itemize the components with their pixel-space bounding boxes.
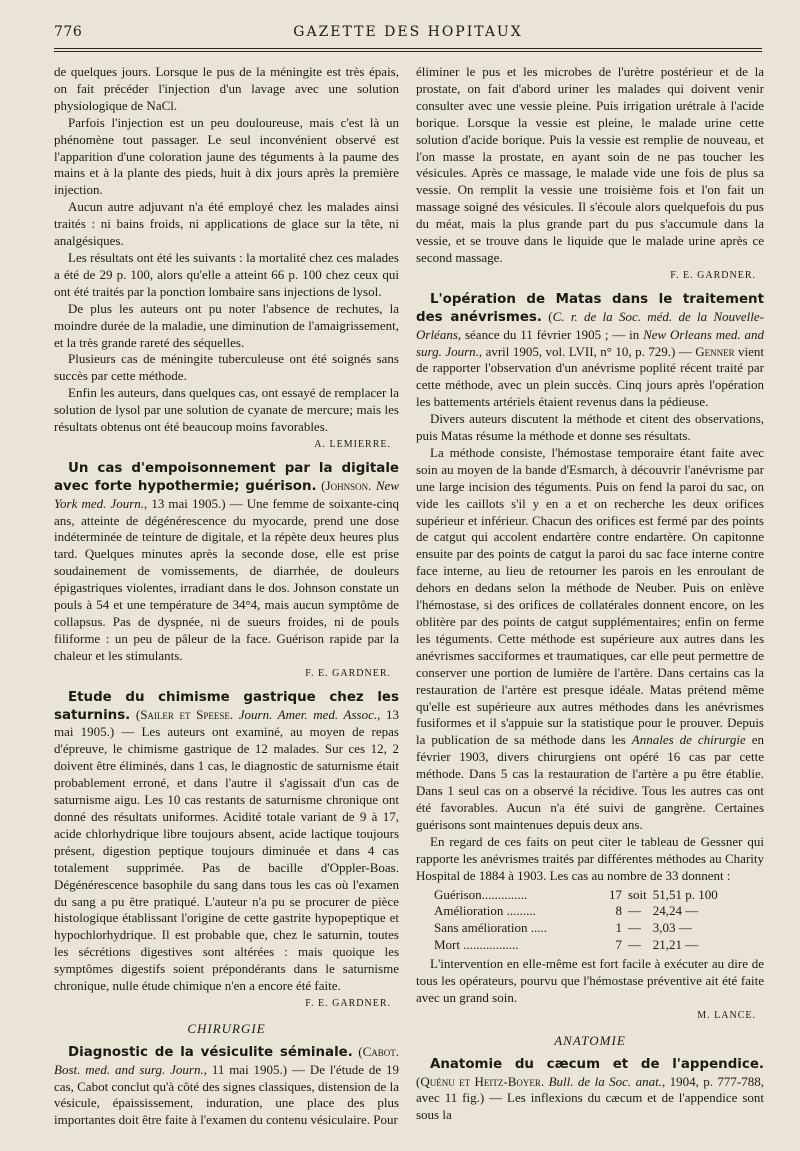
header-rule-top — [54, 48, 762, 49]
article-body: , 1904, p. 777-788, avec 11 fig.) — Les inflexions du cæcum et de l'appendice sont sous la — [416, 1073, 764, 1123]
article-body: , 11 mai 1905.) — De l'étude de 19 cas, Cabot conclut qu'à côté des signes classiques, distension de la vésicule, épaississement, induration, une place des plus importantes doit être faite à l'examen du contenu vésiculaire. Pour — [54, 1061, 399, 1128]
table-cell-sep: soit — [628, 886, 647, 902]
table-row — [434, 887, 724, 904]
reference-journal: Bull. de la Soc. anat. — [548, 1073, 662, 1089]
left-column — [54, 64, 399, 1129]
section-heading: ANATOMIE — [554, 1032, 626, 1048]
article-vesiculite: Diagnostic de la vésiculite séminale. (Cabot. Bost. med. and surg. Journ., 11 mai 1905.) — De l'étude de 19 cas, Cabot conclut qu'à côté des signes classiques, distension de la vésicule, épaississement, induration, une place des plus importantes doit être faite à l'examen du contenu vésiculaire. Pour — [54, 1043, 399, 1128]
section-heading: CHIRURGIE — [187, 1020, 266, 1036]
table-cell-label: Sans amélioration ..... — [434, 920, 548, 936]
paragraph-text: La méthode consiste, l'hémostase temporaire étant faite avec soin au moyen de la bande d'Esmarch, à découvrir l'anévrisme par une large incision des téguments. Puis on fend la paroi du sac, on vide les caillots s'il y en a et on recherche les deux orifices supérieur et inférieur. Chacun des orifices est fermé par des points de catgut qui accolent endartère contre endartère. On capitonne ensuite par des points de catgut la paroi du sac face interne contre face interne, au lieu de retourner les parois en les enroulant de dehors en dedans selon la méthode de Neuber. Puis on enlève l'hémostase, si des orifices de collatérales donnent encore, on les oblitère par des points de catgut supplémentaires; enfin on ferme les téguments. Cette méthode est supérieure aux autres dans les anévrismes sacciformes et traumatiques, car elle peut permettre de conserver une portion de lumière de l'artère. Dans certains cas la restauration de l'artère est presque idéale. Matas prétend même qu'elle est supérieure aux autres méthodes dans les anévrismes fusiformes et il s'appuie sur la statistique pour le prouver. Depuis la publication de sa méthode dans les — [416, 444, 764, 748]
paragraph: Les résultats ont été les suivants : la mortalité chez ces malades a été de 29 p. 100, alors qu'elle a atteint 66 p. 100 chez ceux qui ont été traités par la ponction lombaire sans injections de lysol. — [54, 249, 399, 299]
table-row — [434, 937, 724, 954]
author-signature: A. LEMIERRE. — [314, 438, 391, 450]
table-cell-pct: 3,03 — — [652, 920, 692, 936]
author-signature: M. LANCE. — [697, 1009, 756, 1021]
article-saturnins: Etude du chimisme gastrique chez les saturnins. (Sailer et Speese. Journ. Amer. med. Assoc., 13 mai 1905.) — Les auteurs ont examiné, au moyen de repas d'épreuve, le chimisme gastrique de 12 malades. Sur ces 12, 2 doivent être éliminés, dans 1 cas, le diagnostic de saturnisme était probablement erroné, et dans l'autre il s'agissait d'un cas de saturnisme aigu. Les 10 cas restants de saturnisme chronique ont donné des résultats uniformes. Acidité totale variant de 9 à 17, acide chlorhydrique libre toujours absent, acide lactique toujours présent, digestion peptique toujours diminuée et dans 4 cas totalement supprimée. Pas de bacille d'Oppler-Boas. Dégénérescence basophile du sang dans tous les cas où l'examen du sang a pu être pratiqué. L'auteur n'a pu se procurer de pièce histologique établissant l'origine de cette gastrite hypopeptique et hypochlorhydrique. Il est probable que, chez le saturnin, toutes les sécrétions digestives sont altérées : mais quoique les symptômes digestifs soient prépondérants dans le saturnisme chronique, nulle étude chimique n'en a encore été faite. — [54, 689, 399, 994]
paragraph: L'intervention en elle-même est fort facile à exécuter au dire de tous les opérateurs, pourvu que l'hémostase préventive ait été faite avec un grand soin. — [416, 956, 764, 1005]
table-cell-sep: — — [628, 937, 641, 953]
table-cell-sep: — — [628, 920, 641, 936]
header-rule-bottom — [54, 51, 762, 52]
reference-author: Sailer et Speese. — [140, 706, 234, 722]
article-title: Un cas d'empoisonnement par la digitale avec forte hypothermie; guérison. — [54, 460, 399, 494]
table-row — [434, 903, 724, 920]
paragraph: Plusieurs cas de méningite tuberculeuse ont été soignés sans succès par cette méthode. — [54, 351, 399, 384]
paragraph: Parfois l'injection est un peu douloureuse, mais c'est là un phénomène tout passager. Le seul inconvénient observé est l'apparition d'une coloration jaune des téguments à la paume des mains et à la plante des pieds, huit à dix jours après la première injection. — [54, 114, 399, 198]
reference-author: Cabot. — [362, 1043, 399, 1059]
table-cell-n: 7 — [615, 937, 622, 953]
article-title: L'opération de Matas dans le traitement des anévrismes. — [416, 291, 764, 325]
running-title: GAZETTE DES HOPITAUX — [293, 24, 523, 40]
table-cell-n: 1 — [615, 920, 622, 936]
right-column — [416, 64, 764, 1124]
results-table — [434, 887, 724, 955]
reference-journal: C. r. de la Soc. méd. de la Nouvelle-Orléans, — [416, 308, 764, 342]
table-cell-sep: — — [628, 903, 641, 919]
article-body: vient de rapporter l'observation d'un anévrisme poplité récent traité par cette méthode, avec un plein succès. Cinq jours après l'opération les battements artériels étaient revenus dans la pédieuse. — [416, 343, 764, 410]
reference-journal: New Orleans med. and surg. Journ. — [416, 326, 764, 359]
paragraph: Enfin les auteurs, dans quelques cas, ont essayé de remplacer la solution de lysol par une solution de cyanate de mercure; mais les résultats obtenus ont été beaucoup moins favorables. — [54, 385, 399, 435]
paragraph: Aucun autre adjuvant n'a été employé chez les malades ainsi traités : ni bains froids, ni applications de glace sur la tête, ni analgésiques. — [54, 199, 399, 249]
table-cell-label: Mort ................. — [434, 937, 519, 953]
page-number: 776 — [54, 24, 83, 40]
paragraph: de quelques jours. Lorsque le pus de la méningite est très épais, on fait précéder l'injection d'un lavage avec une solution physiologique de NaCl. — [54, 64, 399, 113]
paragraph: En regard de ces faits on peut citer le tableau de Gessner qui rapporte les anévrismes traités par différentes méthodes au Charity Hospital de 1884 à 1903. Les cas au nombre de 33 donnent : — [416, 833, 764, 883]
table-cell-pct: 24,24 — — [652, 903, 699, 919]
article-title: Anatomie du cæcum et de l'appendice. — [430, 1056, 764, 1072]
article-title: Diagnostic de la vésiculite séminale. — [68, 1044, 353, 1060]
paragraph — [416, 445, 764, 834]
reference-author: Quénu et Heitz-Boyer. — [420, 1073, 545, 1089]
reference-author: Johnson. — [325, 477, 372, 493]
reference-author: Genner — [695, 343, 735, 359]
table-cell-label: Amélioration ......... — [434, 903, 536, 919]
reference-detail: séance du 11 février 1905 ; — in — [461, 326, 644, 342]
article-caecum: Anatomie du cæcum et de l'appendice. (Quénu et Heitz-Boyer. Bull. de la Soc. anat., 1904, p. 777-788, avec 11 fig.) — Les inflexions du cæcum et de l'appendice sont sous la — [416, 1056, 764, 1123]
article-matas: L'opération de Matas dans le traitement des anévrismes. (C. r. de la Soc. méd. de la Nouvelle-Orléans, séance du 11 février 1905 ; — in New Orleans med. and surg. Journ., avril 1905, vol. LVII, n° 10, p. 729.) — Genner vient de rapporter l'observation d'un anévrisme poplité récent traité par cette méthode, avec un plein succès. Cinq jours après l'opération les battements artériels étaient revenus dans la pédieuse. — [416, 291, 764, 410]
article-body: , 13 mai 1905.) — Une femme de soixante-cinq ans, atteinte de dégénérescence du myocarde, prend une dose indéterminée de teinture de digitale, et la répète deux heures plus tard. Quelques minutes après la seconde dose, elle est prise soudainement de vomissements, de diarrhée, de douleurs épigastriques violentes, irradiant dans le dos. Johnson constate un pouls à 54 et une température de 34°4, mais aucun symptôme de collapsus. Pas de dyspnée, ni de sueurs froides, ni de pouls filiforme : un peu de pâleur de la face. Guérison rapide par la chaleur et les stimulants. — [54, 495, 399, 663]
table-cell-n: 8 — [615, 903, 622, 919]
page-header — [54, 24, 762, 46]
author-signature: F. E. GARDNER. — [305, 997, 391, 1009]
table-cell-pct: 51,51 p. 100 — [652, 886, 718, 902]
paragraph: Divers auteurs discutent la méthode et citent des observations, puis Matas résume la méthode et donne ses résultats. — [416, 411, 764, 444]
paragraph: éliminer le pus et les microbes de l'urètre postérieur et de la prostate, on fait d'abord uriner les malades qui doivent venir consulter avec une vessie pleine. Puis irrigation urétrale à l'acide borique. Lorsque la vessie est pleine, le malade urine cette solution d'acide borique. Puis la vessie est remplie de nouveau, et l'on masse la prostate, en ayant soin de ne pas toucher les vésicules. Après ce massage, le malade vide une fois de plus sa vessie. On remplit la vessie une troisième fois et l'on fait un massage soigné des vésicules. Il s'écoule alors quelquefois du pus du méat, mais la plus grande part du pus s'accumule dans la vessie, et se trouve dans le liquide que le malade urine après ce second massage. — [416, 64, 764, 265]
table-cell-pct: 21,21 — — [652, 937, 699, 953]
reference-journal: New York med. Journ. — [54, 477, 400, 511]
table-row — [434, 920, 724, 937]
table-cell-n: 17 — [609, 886, 622, 902]
article-body: , 13 mai 1905.) — Les auteurs ont examiné, au moyen de repas d'épreuve, le chimisme gastrique de 12 malades. Sur ces 12, 2 doivent être éliminés, dans 1 cas, le diagnostic de saturnisme était probablement erroné, et dans l'autre il s'agissait d'un cas de saturnisme aigu. Les 10 cas restants de saturnisme chronique ont donné des résultats uniformes. Acidité totale variant de 9 à 17, acide chlorhydrique libre toujours absent, acide lactique toujours présent, digestion peptique toujours diminuée et dans 4 cas totalement supprimée. Pas de bacille d'Oppler-Boas. Dégénérescence basophile du sang dans tous les cas où l'examen du sang a pu être pratiqué. L'auteur n'a pu se procurer de pièce histologique établissant l'origine de cette gastrite hypopeptique et hypochlorhydrique. Il est probable que, chez le saturnin, toutes les sécrétions digestives sont altérées : mais quoique les symptômes digestifs soient prépondérants dans le saturnisme chronique, nulle étude chimique n'en a encore été faite. — [54, 706, 399, 994]
article-title: Etude du chimisme gastrique chez les saturnins. — [54, 689, 399, 723]
reference-journal: Journ. Amer. med. Assoc. — [238, 706, 378, 722]
article-digitale: Un cas d'empoisonnement par la digitale avec forte hypothermie; guérison. (Johnson. New York med. Journ., 13 mai 1905.) — Une femme de soixante-cinq ans, atteinte de dégénérescence du myocarde, prend une dose indéterminée de teinture de digitale, et la répète deux heures plus tard. Quelques minutes après la seconde dose, elle est prise soudainement de vomissements, de diarrhée, de douleurs épigastriques violentes, irradiant dans le dos. Johnson constate un pouls à 54 et une température de 34°4, mais aucun symptôme de collapsus. Pas de dyspnée, ni de sueurs froides, ni de pouls filiforme : un peu de pâleur de la face. Guérison rapide par la chaleur et les stimulants. — [54, 460, 400, 663]
reference-journal: Bost. med. and surg. Journ. — [54, 1061, 204, 1077]
author-signature: F. E. GARDNER. — [305, 667, 391, 679]
paragraph-text: en février 1903, divers chirurgiens ont opéré 16 cas par cette méthode. Dans 5 cas la restauration de l'artère a pu être établie. Dans 1 seul cas on a observé la récidive. Tous les autres cas ont été favorables. Aucun n'a été suivi de gangrène. Certaines guérisons sont maintenues depuis deux ans. — [416, 732, 764, 832]
reference-detail: , avril 1905, vol. LVII, n° 10, p. 729.) — — [478, 343, 696, 359]
table-cell-label: Guérison.............. — [434, 886, 528, 902]
italic-title: Annales de chirurgie — [631, 732, 746, 748]
author-signature: F. E. GARDNER. — [670, 269, 756, 281]
paragraph: De plus les auteurs ont pu noter l'absence de rechutes, la moindre durée de la maladie, une diminution de l'amaigrissement, et la très grande rareté des séquelles. — [54, 300, 399, 350]
